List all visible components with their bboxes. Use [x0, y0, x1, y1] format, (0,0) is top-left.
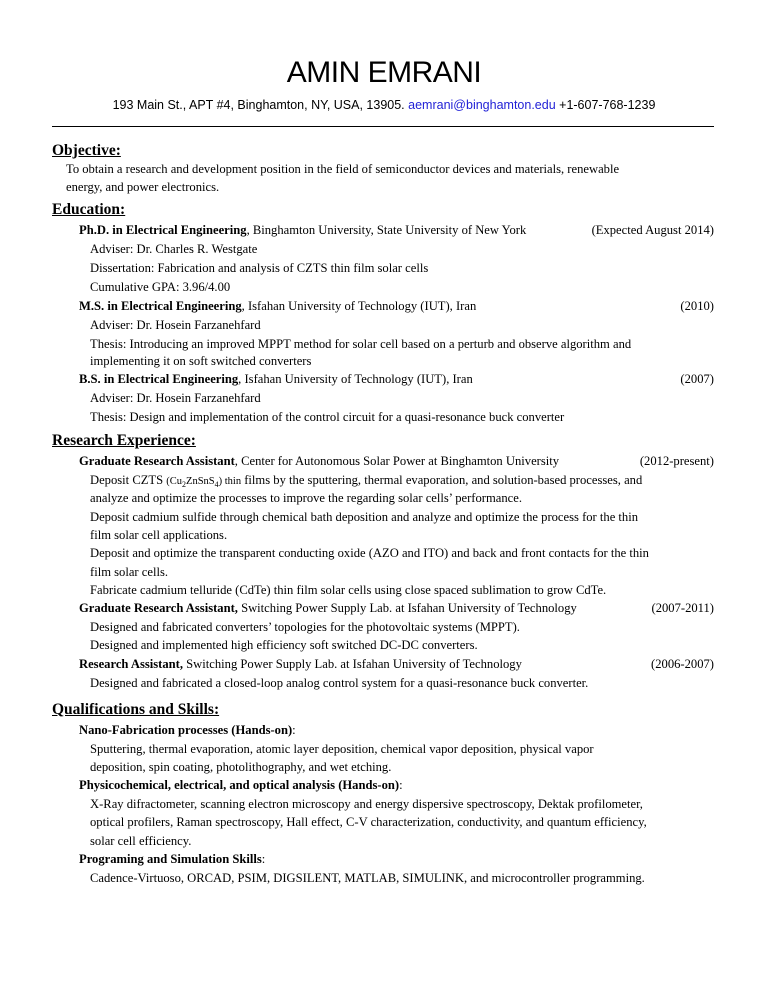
job1-desc-1a: Deposit CZTS — [90, 473, 164, 487]
research-heading: Research Experience: — [52, 432, 196, 449]
address: 193 Main St., APT #4, Binghamton, NY, USA, 13905. — [112, 98, 405, 112]
ms-degree: M.S. in Electrical Engineering — [79, 299, 242, 313]
programming-entry: Programing and Simulation Skills: — [79, 852, 266, 866]
czts-formula: $(Cu_2ZnSnS_4)$ thin — [166, 476, 242, 490]
analysis-desc-1: X-Ray difractometer, scanning electron microscopy and energy dispersive spectroscopy, Dektak profilometer, — [90, 797, 643, 811]
job1-date: (2012-present) — [639, 454, 714, 468]
programming-label: Programing and Simulation Skills — [79, 852, 262, 866]
skills-heading: Qualifications and Skills: — [52, 701, 220, 718]
job1-desc-1b: films by the sputtering, thermal evaporation, and solution-based processes, and — [241, 473, 643, 487]
job2-desc-1: Designed and fabricated converters’ topologies for the photovoltaic systems (MPPT). — [90, 620, 520, 634]
bs-entry — [79, 371, 473, 387]
programming-desc-1: Cadence-Virtuoso, ORCAD, PSIM, DIGSILENT, MATLAB, SIMULINK, and microcontroller programming. — [90, 871, 645, 885]
education-heading: Education: — [52, 201, 126, 218]
phd-gpa: Cumulative GPA: 3.96/4.00 — [90, 280, 231, 294]
ms-entry — [79, 298, 476, 314]
ms-date: (2010) — [680, 299, 714, 313]
analysis-entry: Physicochemical, electrical, and optical analysis (Hands-on): — [79, 778, 403, 792]
bs-degree: B.S. in Electrical Engineering — [79, 372, 239, 386]
job2-role: Graduate Research Assistant, — [79, 601, 238, 615]
objective-text-2: energy, and power electronics. — [66, 180, 220, 194]
objective-text-1: To obtain a research and development position in the field of semiconductor devices and materials, renewable — [66, 162, 620, 176]
ms-adviser: Adviser: Dr. Hosein Farzanehfard — [90, 318, 261, 332]
nano-desc-2: deposition, spin coating, photolithography, and wet etching. — [90, 760, 392, 774]
job1-desc-2: analyze and optimize the processes to improve the regarding solar cells’ performance. — [90, 491, 522, 505]
phd-adviser: Adviser: Dr. Charles R. Westgate — [90, 242, 258, 256]
job2-entry — [79, 600, 577, 616]
email-link[interactable]: aemrani@binghamton.edu — [408, 98, 556, 112]
job1-desc-3: Deposit cadmium sulfide through chemical bath deposition and analyze and optimize the process for the thin — [90, 510, 639, 524]
ms-school: , Isfahan University of Technology (IUT), Iran — [241, 299, 477, 313]
bs-thesis: Thesis: Design and implementation of the control circuit for a quasi-resonance buck converter — [90, 410, 565, 424]
job2-desc-2: Designed and implemented high efficiency soft switched DC-DC converters. — [90, 638, 478, 652]
job1-desc-5: Deposit and optimize the transparent conducting oxide (AZO and ITO) and back and front contacts for the thin — [90, 546, 649, 560]
phd-school: , Binghamton University, State University of New York — [246, 223, 527, 237]
job3-role: Research Assistant, — [79, 657, 184, 671]
contact-line — [0, 98, 768, 112]
nano-label: Nano-Fabrication processes (Hands-on) — [79, 723, 293, 737]
job1-desc-7: Fabricate cadmium telluride (CdTe) thin film solar cells using close spaced sublimation to grow CdTe. — [90, 583, 607, 597]
job1-desc-4: film solar cell applications. — [90, 528, 228, 542]
header-divider — [52, 126, 714, 127]
nano-desc-1: Sputtering, thermal evaporation, atomic layer deposition, chemical vapor deposition, physical vapor — [90, 742, 594, 756]
analysis-desc-2: optical profilers, Raman spectroscopy, Hall effect, C-V characterization, conductivity, and quantum efficiency, — [90, 815, 647, 829]
job1-entry — [79, 453, 559, 469]
phd-date: (Expected August 2014) — [591, 223, 714, 237]
job3-date: (2006-2007) — [651, 657, 714, 671]
job3-entry — [79, 656, 522, 672]
nano-entry: Nano-Fabrication processes (Hands-on): — [79, 723, 296, 737]
objective-heading: Objective: — [52, 142, 121, 159]
job1-role: Graduate Research Assistant — [79, 454, 235, 468]
ms-thesis-1: Thesis: Introducing an improved MPPT method for solar cell based on a perturb and observe algorithm and — [90, 337, 632, 351]
ms-thesis-2: implementing it on soft switched converters — [90, 354, 312, 368]
phd-dissertation: Dissertation: Fabrication and analysis of CZTS thin film solar cells — [90, 261, 429, 275]
job2-place: Switching Power Supply Lab. at Isfahan University of Technology — [237, 601, 577, 615]
candidate-name: AMIN EMRANI — [286, 56, 482, 89]
phone: +1-607-768-1239 — [559, 98, 656, 112]
phd-entry — [79, 222, 526, 238]
phd-degree: Ph.D. in Electrical Engineering — [79, 223, 247, 237]
bs-date: (2007) — [680, 372, 714, 386]
bs-adviser: Adviser: Dr. Hosein Farzanehfard — [90, 391, 261, 405]
job3-place: Switching Power Supply Lab. at Isfahan University of Technology — [183, 657, 522, 671]
job1-desc-6: film solar cells. — [90, 565, 168, 579]
analysis-label: Physicochemical, electrical, and optical analysis (Hands-on) — [79, 778, 400, 792]
job1-place: , Center for Autonomous Solar Power at Binghamton University — [234, 454, 560, 468]
job2-date: (2007-2011) — [651, 601, 714, 615]
job3-desc-1: Designed and fabricated a closed-loop analog control system for a quasi-resonance buck converter. — [90, 676, 589, 690]
analysis-desc-3: solar cell efficiency. — [90, 834, 192, 848]
bs-school: , Isfahan University of Technology (IUT), Iran — [238, 372, 473, 386]
